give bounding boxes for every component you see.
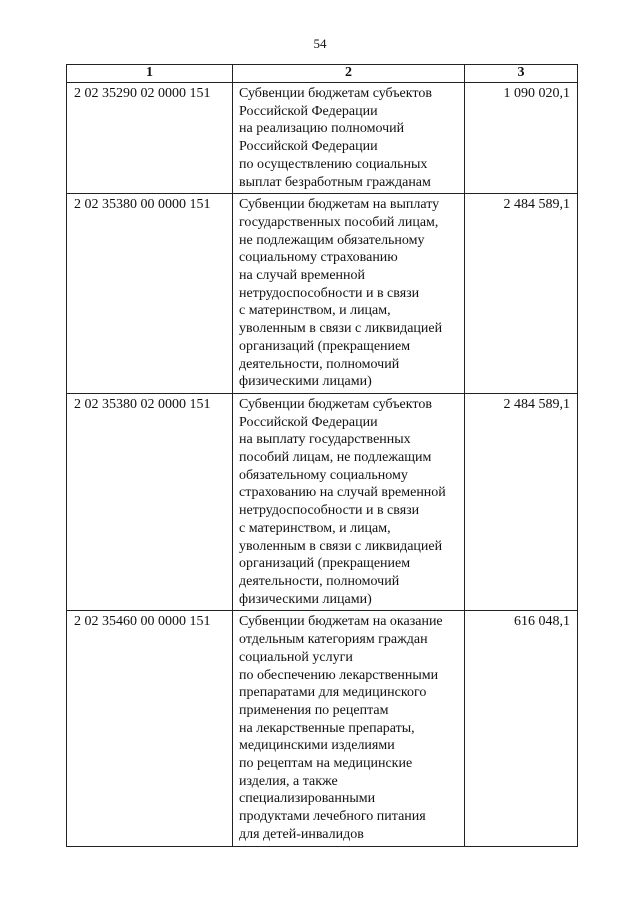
revenue-code-cell: 2 02 35380 02 0000 151 [67,393,233,610]
description-line: на реализацию полномочий [239,121,405,137]
revenue-code-cell: 2 02 35290 02 0000 151 [67,83,233,194]
description-line: физическими лицами) [239,591,372,607]
description-line: на выплату государственных [239,432,411,448]
description-line: продуктами лечебного питания [239,809,426,825]
description-line: нетрудоспособности и в связи [239,285,420,301]
table-row [67,194,578,394]
description-line: специализированными [239,791,376,807]
amount-cell: 2 484 589,1 [465,194,578,394]
description-line: Российской Федерации [239,139,378,155]
amount-cell: 1 090 020,1 [465,83,578,194]
description-line: страхованию на случай временной [239,485,446,501]
description-line: уволенным в связи с ликвидацией [239,538,443,554]
description-line: не подлежащим обязательному [239,232,425,248]
description-line: организаций (прекращением [239,556,411,572]
description-line: с материнством, и лицам, [239,520,391,536]
description-line: Российской Федерации [239,414,378,430]
description-line: Субвенции бюджетам на оказание [239,614,443,630]
description-line: по обеспечению лекарственными [239,667,439,683]
description-line: отдельным категориям граждан [239,632,428,648]
revenue-code-cell: 2 02 35460 00 0000 151 [67,611,233,846]
description-line: деятельности, полномочий [239,573,400,589]
description-line: для детей-инвалидов [239,826,364,842]
amount-cell: 616 048,1 [465,611,578,846]
description-line: изделия, а также [239,773,338,789]
description-line: с материнством, и лицам, [239,303,391,319]
column-header-2: 2 [233,65,465,83]
page-number: 54 [313,36,327,51]
description-line: на лекарственные препараты, [239,720,415,736]
description-line: по рецептам на медицинские [239,756,413,772]
description-cell [233,194,465,394]
description-cell [233,83,465,194]
table-body [67,83,578,847]
description-line: применения по рецептам [239,702,389,718]
description-line: по осуществлению социальных [239,156,428,172]
description-line: препаратами для медицинского [239,685,427,701]
description-line: уволенным в связи с ликвидацией [239,321,443,337]
description-line: медицинскими изделиями [239,738,395,754]
description-line: социальному страхованию [239,250,398,266]
description-line: государственных пособий лицам, [239,214,439,230]
amount-cell: 2 484 589,1 [465,393,578,610]
description-line: социальной услуги [239,649,353,665]
budget-table [66,64,578,847]
description-line: Российской Федерации [239,103,378,119]
description-line: на случай временной [239,268,366,284]
description-line: Субвенции бюджетам субъектов [239,396,432,412]
revenue-code-cell: 2 02 35380 00 0000 151 [67,194,233,394]
description-line: деятельности, полномочий [239,356,400,372]
description-line: организаций (прекращением [239,338,411,354]
description-line: пособий лицам, не подлежащим [239,450,432,466]
table-row [67,611,578,846]
column-header-3: 3 [465,65,578,83]
table-row [67,83,578,194]
table-row [67,393,578,610]
description-line: Субвенции бюджетам на выплату [239,197,440,213]
description-line: физическими лицами) [239,374,372,390]
description-line: обязательному социальному [239,467,408,483]
description-cell [233,393,465,610]
column-header-1: 1 [67,65,233,83]
description-cell [233,611,465,846]
description-line: Субвенции бюджетам субъектов [239,86,432,101]
description-line: нетрудоспособности и в связи [239,503,420,519]
table-header-row [67,65,578,83]
description-line: выплат безработным гражданам [239,174,431,190]
